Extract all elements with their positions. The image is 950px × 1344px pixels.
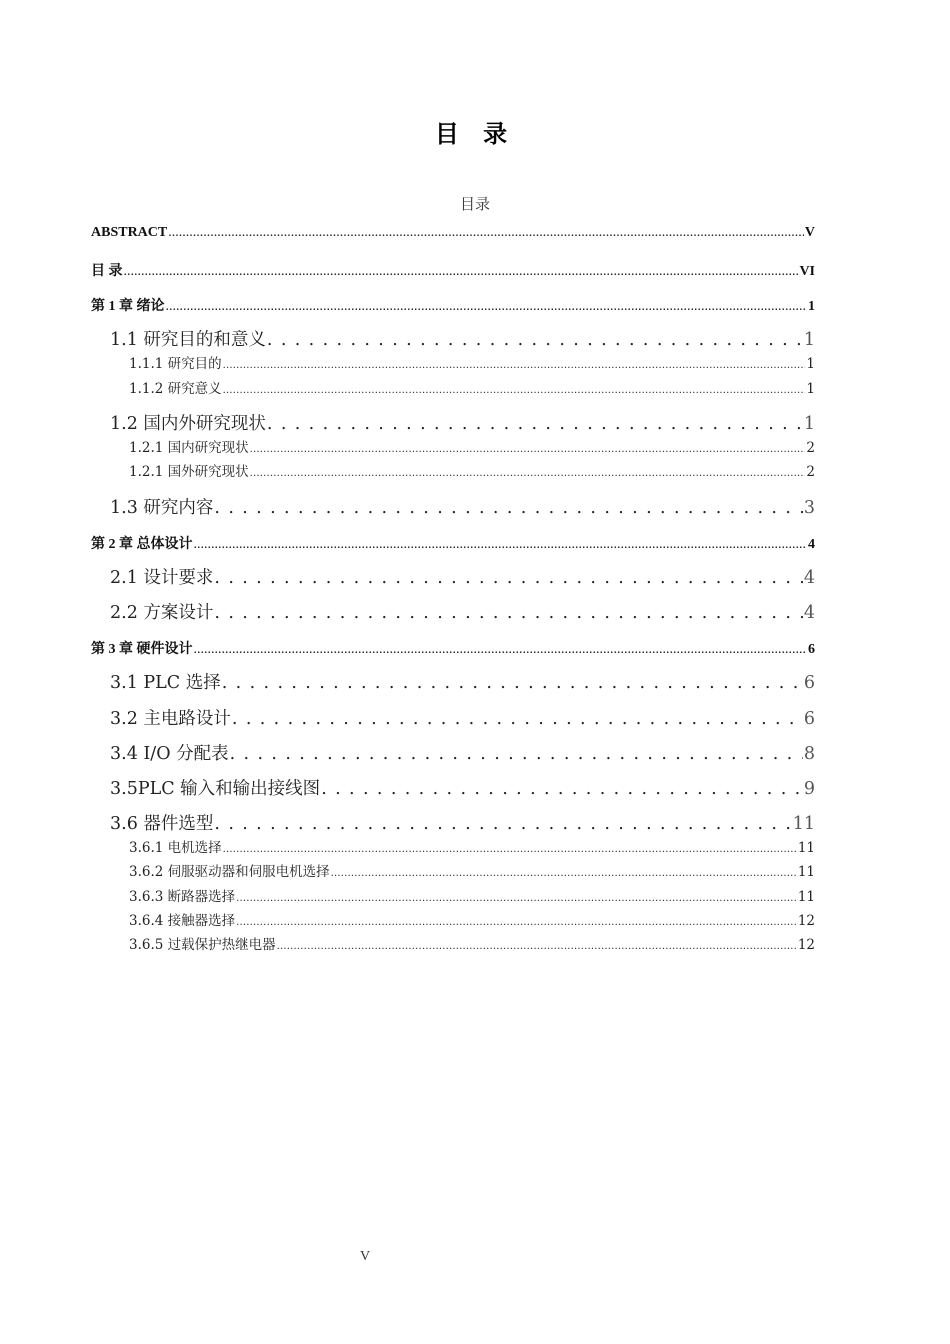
toc-entry-1-2-1-foreign[interactable] [129, 460, 815, 480]
toc-entry-label: 3.1 PLC 选择 [110, 673, 221, 693]
footer-page-number: V [360, 1249, 371, 1264]
toc-leader-dots [214, 568, 802, 588]
toc-entry-label: 1.1.2 研究意义 [129, 381, 222, 397]
toc-leader-dots [124, 264, 799, 280]
toc-entry-3-5[interactable] [110, 775, 815, 800]
toc-entry-label: 1.2.1 国内研究现状 [129, 440, 249, 456]
toc-entry-3-1[interactable] [110, 669, 815, 694]
toc-leader-dots [277, 937, 797, 953]
toc-entry-page: 3 [803, 498, 815, 518]
toc-entry-2-2[interactable] [110, 599, 815, 624]
toc-leader-dots [168, 225, 804, 241]
toc-entry-page: 11 [792, 814, 815, 834]
toc-entry-3-6-5[interactable] [129, 933, 815, 953]
toc-entry-page: 2 [806, 464, 815, 480]
toc-entry-3-2[interactable] [110, 705, 815, 730]
toc-entry-page: 9 [803, 779, 815, 799]
toc-leader-dots [222, 673, 803, 693]
toc-entry-label: 2.2 方案设计 [110, 603, 214, 623]
toc-entry-page: 1 [803, 414, 815, 434]
toc-entry-page: 6 [808, 642, 815, 657]
toc-entry-1-1-2[interactable] [129, 377, 815, 397]
toc-leader-dots [214, 814, 791, 834]
toc-entry-page: 4 [808, 537, 815, 552]
toc-entry-label: 3.5PLC 输入和输出接线图 [110, 779, 321, 799]
toc-entry-page: 12 [797, 937, 815, 953]
toc-entry-contents[interactable] [91, 260, 815, 280]
toc-leader-dots [223, 356, 806, 372]
toc-entry-label: 3.6.1 电机选择 [129, 840, 222, 856]
toc-entry-label: 3.2 主电路设计 [110, 709, 231, 729]
toc-entry-3-6-3[interactable] [129, 885, 815, 905]
toc-entry-page: 8 [803, 744, 815, 764]
toc-entry-label: ABSTRACT [91, 225, 168, 240]
toc-entry-label: 目 录 [91, 264, 123, 279]
toc-entry-1-1-1[interactable] [129, 352, 815, 372]
toc-leader-dots [267, 330, 803, 350]
toc-entry-page: 1 [806, 381, 815, 397]
toc-entry-page: 6 [803, 673, 815, 693]
toc-entry-label: 3.4 I/O 分配表 [110, 744, 229, 764]
toc-entry-label: 第 2 章 总体设计 [91, 537, 193, 552]
toc-entry-label: 3.6.2 伺服驱动器和伺服电机选择 [129, 864, 330, 880]
toc-entry-1-2[interactable] [110, 410, 815, 435]
toc-entry-chapter-2[interactable] [91, 533, 815, 553]
toc-entry-page: VI [799, 264, 815, 279]
toc-entry-page: 2 [806, 440, 815, 456]
toc-entry-2-1[interactable] [110, 564, 815, 589]
toc-entry-page: 4 [803, 603, 815, 623]
toc-entry-label: 1.2 国内外研究现状 [110, 414, 266, 434]
toc-entry-label: 1.2.1 国外研究现状 [129, 464, 249, 480]
toc-leader-dots [267, 414, 803, 434]
toc-leader-dots [250, 440, 806, 456]
toc-entry-chapter-1[interactable] [91, 295, 815, 315]
toc-entry-abstract[interactable] [91, 225, 815, 241]
toc-entry-page: 11 [797, 864, 815, 880]
toc-entry-chapter-3[interactable] [91, 638, 815, 658]
toc-entry-3-6-1[interactable] [129, 836, 815, 856]
toc-entry-label: 3.6.3 断路器选择 [129, 889, 236, 905]
toc-entry-page: 1 [803, 330, 815, 350]
toc-leader-dots [194, 537, 808, 553]
toc-leader-dots [223, 840, 797, 856]
toc-entry-page: 12 [797, 913, 815, 929]
toc-leader-dots [236, 913, 797, 929]
toc-entry-1-3[interactable] [110, 494, 815, 519]
toc-leader-dots [230, 744, 803, 764]
toc-leader-dots [166, 299, 808, 315]
toc-entry-3-6-4[interactable] [129, 909, 815, 929]
toc-entry-3-6-2[interactable] [129, 860, 815, 880]
toc-entry-label: 2.1 设计要求 [110, 568, 214, 588]
toc-entry-page: 6 [803, 709, 815, 729]
toc-entry-3-6[interactable] [110, 810, 815, 835]
toc-leader-dots [232, 709, 803, 729]
toc-entry-page: 1 [806, 356, 815, 372]
toc-entry-label: 1.1 研究目的和意义 [110, 330, 266, 350]
toc-entry-page: V [804, 225, 815, 240]
toc-entry-label: 3.6 器件选型 [110, 814, 214, 834]
toc-entry-page: 11 [797, 840, 815, 856]
toc-entry-1-1[interactable] [110, 326, 815, 351]
toc-entry-page: 11 [797, 889, 815, 905]
toc-leader-dots [214, 498, 802, 518]
toc-entry-label: 第 1 章 绪论 [91, 299, 165, 314]
toc-entry-label: 1.1.1 研究目的 [129, 356, 222, 372]
toc-entry-page: 1 [808, 299, 815, 314]
toc-entry-page: 4 [803, 568, 815, 588]
toc-entry-label: 1.3 研究内容 [110, 498, 214, 518]
toc-entry-label: 3.6.4 接触器选择 [129, 913, 236, 929]
toc-leader-dots [250, 464, 806, 480]
toc-entry-1-2-1-domestic[interactable] [129, 436, 815, 456]
toc-leader-dots [236, 889, 797, 905]
toc-leader-dots [321, 779, 803, 799]
toc-leader-dots [194, 642, 808, 658]
toc-leader-dots [331, 864, 797, 880]
toc-subtitle: 目录 [459, 195, 490, 213]
toc-entry-3-4[interactable] [110, 740, 815, 765]
toc-leader-dots [214, 603, 802, 623]
toc-leader-dots [223, 381, 806, 397]
toc-entry-label: 3.6.5 过载保护热继电器 [129, 937, 276, 953]
toc-entry-label: 第 3 章 硬件设计 [91, 642, 193, 657]
page-title: 目 录 [434, 120, 516, 148]
